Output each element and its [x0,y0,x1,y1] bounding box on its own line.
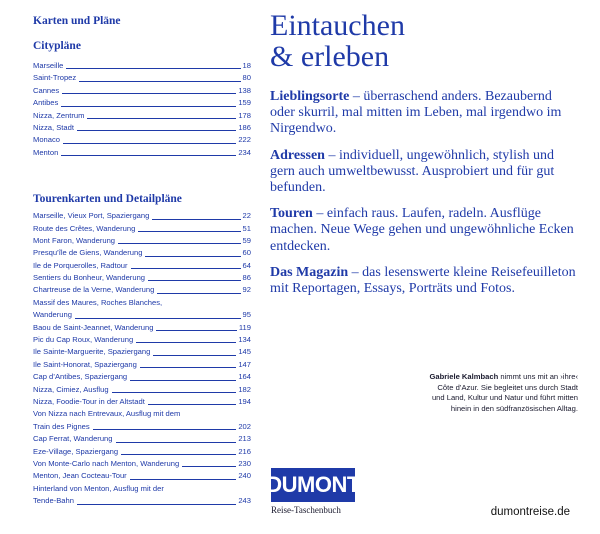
toc-entry-name: Cap d’Antibes, Spaziergang [33,372,128,382]
toc-entry-page: 182 [238,384,251,394]
toc-entry-page: 213 [238,434,251,444]
author-credit [428,372,578,414]
page-title [270,10,580,72]
toc-entry-page: 138 [238,85,251,95]
toc-entry-page: 60 [242,248,251,258]
toc-entry-name: Von Nizza nach Entrevaux, Ausflug mit dem [33,409,181,419]
leader-line [140,367,236,368]
toc-entry[interactable] [33,85,251,97]
toc-entry-name: Marseille [33,60,64,70]
toc-entry-page: 202 [238,421,251,431]
toc-entry-page: 18 [242,60,251,70]
toc-entry[interactable] [33,147,251,159]
toc-entry-name: Mont Faron, Wanderung [33,235,116,245]
toc-entry-page: 159 [238,98,251,108]
leader-line [61,155,236,156]
leader-line [156,330,236,331]
feature-paragraph [270,265,580,297]
toc-entry-page: 119 [238,322,251,332]
left-column [33,10,251,508]
toc-entry[interactable] [33,334,251,346]
toc-entry-name: Monaco [33,135,61,145]
title-line-1: Eintauchen [270,9,405,42]
leader-line [148,404,236,405]
leader-line [136,342,236,343]
right-column [270,10,580,297]
leader-line [152,219,240,220]
toc-entry[interactable] [33,384,251,396]
toc-entry-page: 80 [242,73,251,83]
leader-line [77,130,236,131]
toc-entry-name: Route des Crêtes, Wanderung [33,223,136,233]
toc-entry-name: Marseille, Vieux Port, Spaziergang [33,211,150,221]
toc-entry[interactable] [33,346,251,358]
toc-entry-name: Presqu’île de Giens, Wanderung [33,248,143,258]
leader-line [77,504,236,505]
toc-entry-name: Nizza, Cimiez, Ausflug [33,384,109,394]
author-name: Gabriele Kalmbach [429,372,499,381]
toc-entry[interactable] [33,322,251,334]
toc-entry[interactable] [33,446,251,458]
toc-entry[interactable] [33,371,251,383]
toc-entry-page: 234 [238,147,251,157]
toc-entry[interactable] [33,359,251,371]
toc-entry[interactable] [33,470,251,482]
feature-paragraph [270,148,580,197]
toc-entry[interactable] [33,458,251,470]
toc-entry[interactable] [33,396,251,408]
leader-line [138,231,240,232]
toc-entry-page: 86 [242,273,251,283]
tour-maps-heading: Tourenkarten und Detailpläne [33,193,182,206]
toc-entry-page: 178 [238,110,251,120]
toc-entry-page: 222 [238,135,251,145]
leader-line [182,466,236,467]
toc-entry-page: 186 [238,122,251,132]
toc-entry-name: Nizza, Foodie-Tour in der Altstadt [33,396,145,406]
toc-entry-name: Menton [33,147,59,157]
toc-entry[interactable] [33,272,251,284]
toc-entry-page: 95 [242,310,251,320]
toc-entry-page: 243 [238,496,251,506]
toc-entry[interactable] [33,110,251,122]
maps-heading: Karten und Pläne [33,15,121,27]
website-link[interactable]: dumontreise.de [490,506,570,518]
leader-line [145,256,240,257]
leader-line [75,318,241,319]
toc-entry-name: Antibes [33,98,59,108]
leader-line [153,355,236,356]
leader-line [148,280,241,281]
toc-entry-page: 230 [238,458,251,468]
toc-entry-name: Saint-Tropez [33,73,77,83]
logo-subtitle: Reise-Taschenbuch [271,505,341,515]
leader-line [118,243,241,244]
leader-line [62,93,236,94]
toc-entry[interactable] [33,60,251,72]
toc-entry[interactable] [33,297,251,322]
toc-entry-page: 145 [238,347,251,357]
feature-keyword: Lieblingsorte [270,89,350,104]
toc-entry-name: Menton, Jean Cocteau-Tour [33,471,127,481]
toc-entry-name: Nizza, Zentrum [33,110,85,120]
leader-line [61,106,236,107]
toc-entry-name: Ile Sainte-Marguerite, Spaziergang [33,347,151,357]
toc-entry-name: Ile Saint-Honorat, Spaziergang [33,359,137,369]
dumont-logo [266,468,360,515]
toc-entry-name: Sentiers du Bonheur, Wanderung [33,273,146,283]
leader-line [66,68,240,69]
toc-entry[interactable] [33,97,251,109]
toc-entry-page: 59 [242,235,251,245]
tour-maps-list [33,210,251,507]
toc-entry[interactable] [33,223,251,235]
toc-entry[interactable] [33,247,251,259]
toc-entry[interactable] [33,433,251,445]
toc-entry[interactable] [33,408,251,433]
city-maps-list [33,60,251,159]
toc-entry-name: Hinterland von Menton, Ausflug mit der [33,483,164,493]
feature-keyword: Touren [270,206,313,222]
toc-entry-page: 240 [238,471,251,481]
feature-text: – überraschend anders. Bezaubernd oder skurril, mal mitten im Leben, mal irgendwo im Nirgendwo. [270,89,562,137]
toc-entry-name: Eze-Village, Spaziergang [33,446,119,456]
toc-entry[interactable] [33,284,251,296]
toc-entry-page: 51 [242,223,251,233]
toc-entry-page: 92 [242,285,251,295]
toc-entry[interactable] [33,134,251,146]
toc-entry[interactable] [33,72,251,84]
toc-entry-name-cont: Tende-Bahn [33,496,74,506]
toc-entry-page: 194 [238,396,251,406]
toc-entry[interactable] [33,483,251,508]
leader-line [93,429,237,430]
toc-entry-page: 22 [242,211,251,221]
feature-keyword: Adressen [270,147,325,163]
toc-entry-name-cont: Wanderung [33,310,72,320]
toc-entry[interactable] [33,210,251,222]
feature-paragraph [270,89,580,138]
feature-paragraph [270,206,580,255]
toc-entry-name: Massif des Maures, Roches Blanches, [33,297,163,307]
title-line-2: & erleben [270,40,390,73]
leader-line [130,380,236,381]
toc-entry-page: 147 [238,359,251,369]
leader-line [130,479,237,480]
leader-line [87,118,236,119]
feature-keyword: Das Magazin [270,264,349,280]
toc-entry-name: Baou de Saint-Jeannet, Wanderung [33,322,154,332]
leader-line [121,454,236,455]
city-maps-heading: Citypläne [33,40,81,52]
toc-entry[interactable] [33,122,251,134]
leader-line [63,143,236,144]
toc-entry-name: Ile de Porquerolles, Radtour [33,260,128,270]
toc-entry-name: Chartreuse de la Verne, Wanderung [33,285,155,295]
feature-paragraphs [270,89,580,297]
toc-entry-name: Pic du Cap Roux, Wanderung [33,335,134,345]
toc-entry-page: 216 [238,446,251,456]
toc-entry-name-cont: Train des Pignes [33,421,90,431]
feature-text: – das lesenswerte kleine Reisefeuilleton mit Reportagen, Essays, Porträts und Fotos. [270,264,576,297]
leader-line [112,392,237,393]
toc-entry-page: 64 [242,260,251,270]
toc-entry-name: Nizza, Stadt [33,122,74,132]
logo-brand: DUMONT [271,468,355,502]
toc-entry-name: Cap Ferrat, Wanderung [33,434,113,444]
author-text: nimmt uns mit an ›ihre‹ Côte d’Azur. Sie begleitet uns durch Stadt und Land, Kultur und Natur und führt mitten hinein in den südfranzösischen Alltag. [431,372,578,413]
feature-text: – einfach raus. Laufen, radeln. Ausflüge machen. Neue Wege gehen und ungewöhnliche Ecken entdecken. [270,206,574,254]
toc-entry-name: Cannes [33,85,60,95]
toc-entry[interactable] [33,260,251,272]
leader-line [116,442,237,443]
toc-entry-name: Von Monte-Carlo nach Menton, Wanderung [33,458,180,468]
toc-entry-page: 134 [238,335,251,345]
leader-line [79,81,240,82]
toc-entry-page: 164 [238,372,251,382]
feature-text: – individuell, ungewöhnlich, stylish und gern auch umweltbewusst. Ausprobiert und für gut befunden. [270,147,555,196]
leader-line [131,268,241,269]
toc-entry[interactable] [33,235,251,247]
leader-line [157,293,240,294]
